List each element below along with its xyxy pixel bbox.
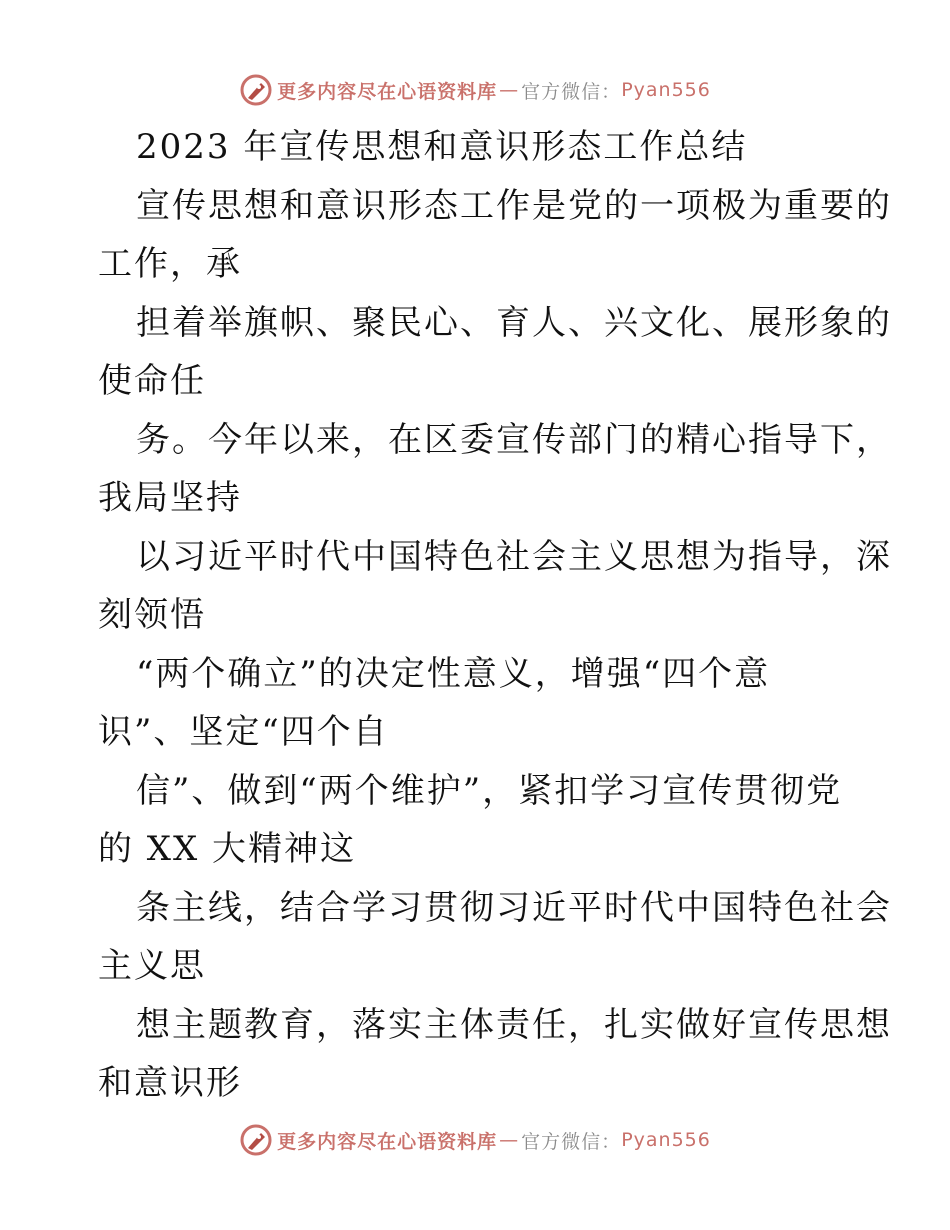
- paragraph-line: 的 XX 大精神这: [98, 829, 357, 869]
- paragraph-line: 担着举旗帜、聚民心、育人、兴文化、展形象的: [136, 302, 892, 343]
- paragraph-line: 主义思: [98, 946, 206, 986]
- paragraph-line: 和意识形: [98, 1063, 242, 1103]
- paragraph-line: 识”、坚定“四个自: [98, 712, 389, 752]
- document-title: 2023 年宣传思想和意识形态工作总结: [136, 127, 748, 167]
- banner-separator: —: [499, 1129, 520, 1151]
- paragraph-line: 刻领悟: [98, 595, 206, 635]
- paragraph-line: 宣传思想和意识形态工作是党的一项极为重要的: [136, 185, 892, 226]
- paragraph-line: “两个确立”的决定性意义，增强“四个意: [136, 653, 771, 694]
- paragraph-line: 以习近平时代中国特色社会主义思想为指导，深: [136, 536, 892, 577]
- banner-wechat-id: Pyan556: [621, 79, 711, 101]
- paragraph-line: 务。今年以来，在区委宣传部门的精心指导下，: [136, 419, 892, 460]
- paragraph-line: 我局坚持: [98, 478, 242, 518]
- banner-wechat-label: 官方微信：: [521, 80, 622, 103]
- paragraph-line: 条主线，结合学习贯彻习近平时代中国特色社会: [136, 887, 892, 928]
- header-banner: [0, 70, 950, 110]
- banner-wechat-id: Pyan556: [621, 1129, 711, 1151]
- footer-banner: [0, 1120, 950, 1160]
- paragraph-line: 使命任: [98, 361, 206, 401]
- banner-separator: —: [499, 79, 520, 101]
- document-body: [98, 118, 892, 1113]
- pen-nib-circle-icon: [239, 1123, 273, 1157]
- pen-nib-circle-icon: [239, 73, 273, 107]
- paragraph-line: 想主题教育，落实主体责任，扎实做好宣传思想: [136, 1004, 892, 1045]
- banner-site-text: 更多内容尽在心语资料库: [277, 80, 498, 103]
- banner-site-text: 更多内容尽在心语资料库: [277, 1130, 498, 1153]
- banner-wechat-label: 官方微信：: [521, 1130, 622, 1153]
- paragraph-line: 工作，承: [98, 244, 242, 284]
- paragraph-line: 信”、做到“两个维护”，紧扣学习宣传贯彻党: [136, 770, 843, 811]
